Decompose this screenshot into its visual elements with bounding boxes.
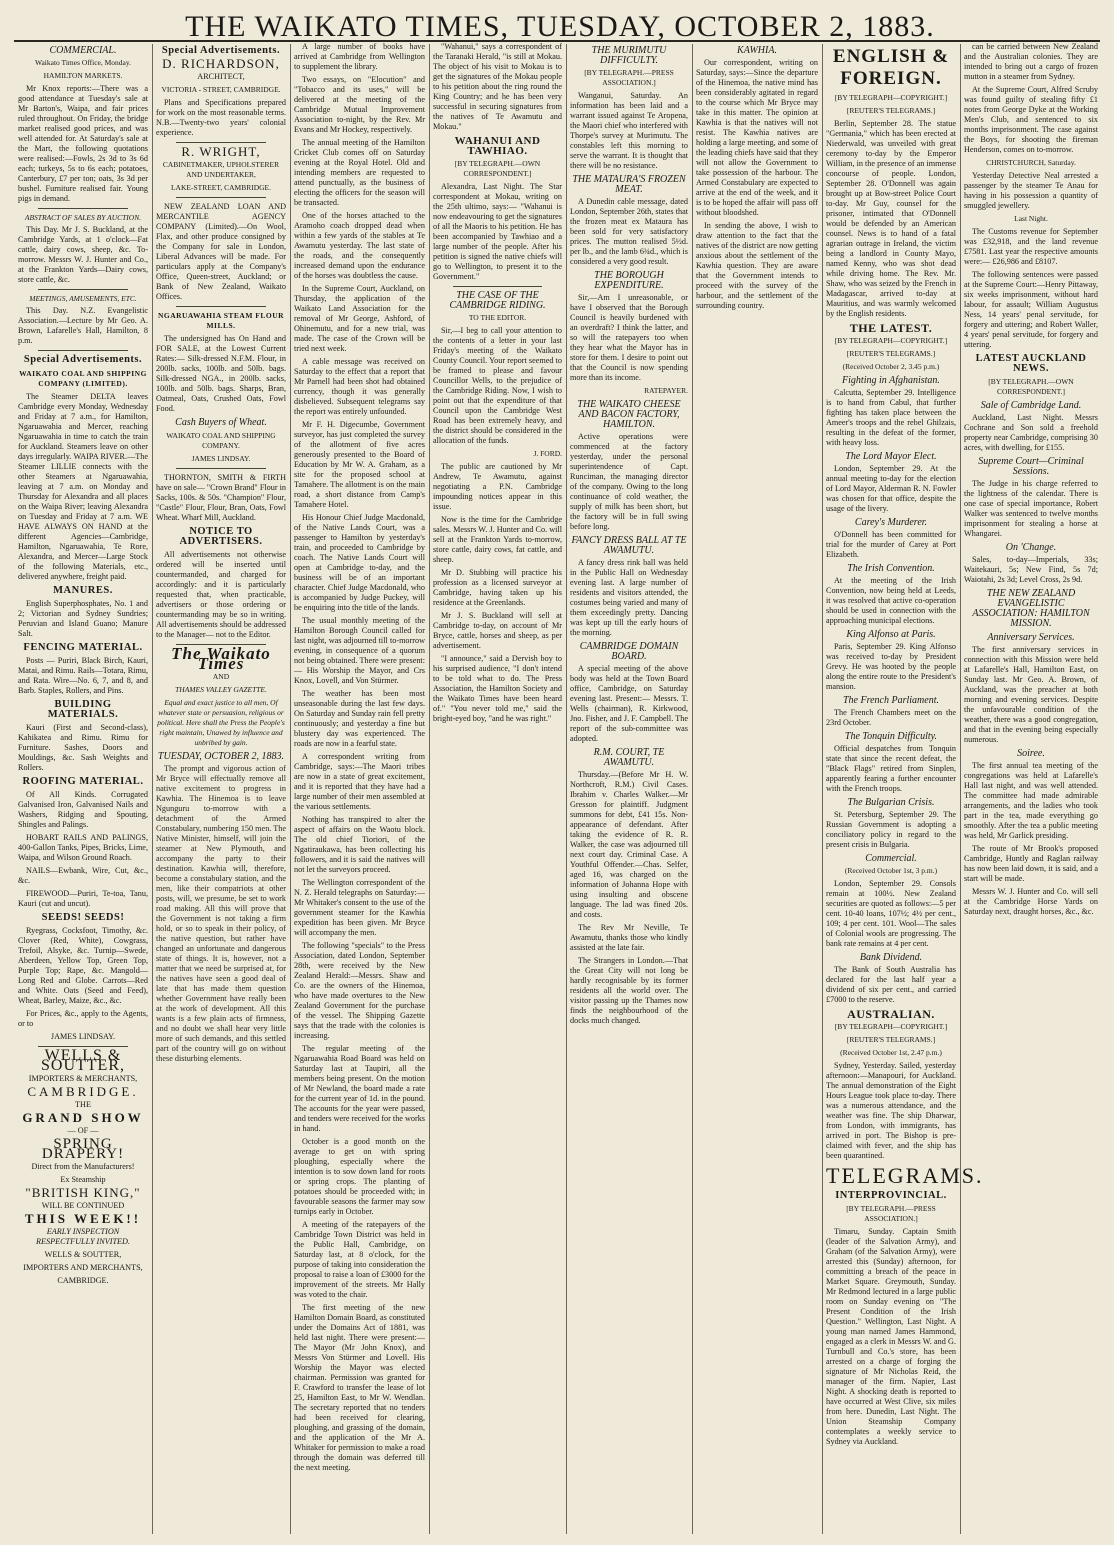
news-court: In the Supreme Court, Auckland, on Thursday, the application of the Waikato Land Association for the removal of Mr George, Ashford, of Ohinemutu, and for a new trial, was made. The case of the Crown will be tried next week. [294, 284, 425, 353]
borough-expenditure-heading: THE BOROUGH EXPENDITURE. [594, 270, 664, 291]
news-stubbing: Mr D. Stubbing will practice his profession as a licensed surveyor at Cambridge, having taken up his residence at the Greenlands. [433, 568, 562, 607]
nz-loan-text: NEW ZEALAND LOAN AND MERCANTILE AGENCY COMPANY (Limited).—On Wool, Flax, and other produce consigned by the Company for sale in London, Liberal Advances will be made. For particulars apply at the Company's Office, Queen-street, Auckland; or Bank of New Zealand, Waikato Offices. [156, 202, 286, 301]
fancy-dress-heading: FANCY DRESS BALL AT TE AWAMUTU. [571, 535, 687, 556]
of-label: — OF — [67, 1126, 99, 1135]
commercial-heading: COMMERCIAL. [49, 45, 117, 56]
soiree-heading: Soiree. [1017, 748, 1045, 759]
wahanui-body: Alexandra, Last Night. The Star correspondent at Mokau, writing on the 25th ultimo, says:— "Wahanui is now endeavouring to get the signatures of all the Maoris to his petition. He has been accompanied by Tawhiao and a large number of the people. After his petition is signed the native chiefs will go to Wellington, to present it to the Government." [433, 182, 562, 281]
divider [453, 286, 542, 287]
irish-text: At the meeting of the Irish Convention, now being held at Leeds, it was resolved that active co-operation should be used in connection with the approaching municipal elections. [826, 576, 956, 625]
notice-text: All advertisements not otherwise ordered will be inserted until countermanded, and charged for accordingly: and it is particularly requested that, when practicable, advertisers or those ordering or countermanding may be so in writing. All advertisements should be addressed to the Manager— not to the Editor. [156, 550, 286, 639]
dateline: TUESDAY, OCTOBER 2, 1883. [157, 751, 285, 762]
british-king: "BRITISH KING," [25, 1185, 141, 1200]
news-october: October is a good month on the average to get on with spring ploughing, especially where the intention is to sow down land for roots or spring crops. The planting of potatoes should be proceeded with; in favourable seasons the farmer may sow turnips early in October. [294, 1137, 425, 1216]
alfonso-text: Paris, September 29. King Alfonso was received to-day by President Grevy. He was hooted by the people along the entire route to the President's mansion. [826, 642, 956, 691]
soiree-text: The first annual tea meeting of the congregations was held at Lafarelle's Hall last night, and was well attended. The committee had made admirable arrangements, and the ladies who took part in the tea, made everything go smoothly. After the tea a public meeting was held, Mr Garlick presiding. [964, 761, 1098, 840]
spring-drapery: SPRING DRAPERY! [41, 1136, 125, 1162]
cambridge-footer: CAMBRIDGE. [57, 1276, 109, 1285]
last-night-dateline: Last Night. [1014, 214, 1048, 223]
divider [176, 468, 266, 469]
change-text: Sales, to-day—Imperials, 33s; Waitekauri, 5s; New Find, 5s 7d; Waiotahi, 2s 3d; Level Cross, 2s 9d. [964, 555, 1098, 584]
wright-name: R. WRIGHT, [181, 144, 261, 159]
manures-text: English Superphosphates, No. 1 and 2; Victorian and Sydney Sundries; Peruvian and Island Guano; Manure Salt. [18, 599, 148, 638]
coal-company-text: The Steamer DELTA leaves Cambridge every Monday, Wednesday and Friday at 7 a.m., for Hamilton, Ngaruawahia and Mercer, reaching Ngaruawahia in time to catch the train for Auckland. Steamers leave on other days irregularly. WAIPA RIVER.—The Steamer LILLIE connects with the other Steamers at Ngaruawahia, leaving at 7 a.m. on Monday and Thursday for Alexandra and all places on the Waipa River; leaving Alexandra on Tuesday and Friday at 7 a.m. WE HAVE ALWAYS ON HAND at the different Agencies—Cambridge, Hamilton, Ngaruawahia, Te Rore, Alexandra, and Mercer—Large Stock of the following Materials, etc., delivered anywhere, freight paid. [18, 392, 148, 581]
murimutu-telegraph: [BY TELEGRAPH.—PRESS ASSOCIATION.] [584, 68, 674, 87]
letter-signature: J. FORD. [533, 449, 562, 458]
fencing-text: Posts — Puriri, Black Birch, Kauri, Matai, and Rimu. Rails—Totara, Rimu, and Rata. Wire—No. 6, 7, and 8, and Barb. Staples, Rollers, and Pins. [18, 656, 148, 695]
news-books: A large number of books have arrived at Cambridge from Wellington to supplement the library. [294, 42, 425, 71]
coal-company-heading: WAIKATO COAL AND SHIPPING COMPANY (LIMITED). [19, 369, 147, 388]
cambridge-riding-letter: Sir,—I beg to call your attention to the contents of a letter in your last Friday's meeting of the Waikato County Council. Your report seemed to be framed to please and favour Councillor Wells, to the prejudice of the Cambridge Riding. Now, I wish to point out that the expenditure of that Council upon the Cambridge West Road has been extremely heavy, and the district should be considered in the allocation of the funds. [433, 326, 562, 445]
building-heading: BUILDING MATERIALS. [47, 699, 119, 720]
steam-mills-heading: NGARUAWAHIA STEAM FLOUR MILLS. [157, 311, 285, 330]
latest-telegraph: [BY TELEGRAPH—COPYRIGHT.] [834, 336, 948, 345]
latest-received: (Received October 2, 3.45 p.m.) [842, 362, 940, 371]
carey-text: O'Donnell has been committed for trial for the murder of Carey at Port Elizabeth. [826, 530, 956, 559]
anniversary-text: The first anniversary services in connection with this Mission were held at Lafarelle's Hall, Hamilton East, on Sunday last. Mr Geo. A. Brown, of Auckland, was the preacher at both morning and evening services. Despite the unfavourable condition of the weather, there was a good congregation, and that in the evening being especially numerous. [964, 645, 1098, 744]
thornton-text: THORNTON, SMITH & FIRTH have on sale— "Crown Brand" Flour in Sacks, 100s. & 50s. "Champion" Flour, "Castle" Flour, Flour, Bran, Oats, Fowl Wheat. Wharf Mill, Auckland. [156, 473, 286, 522]
to-editor: TO THE EDITOR. [468, 313, 527, 322]
mayor-text: London, September 29. At the annual meeting to-day for the election of Lord Mayor, Alderman R. N. Fowler was chosen for that office, despite the usage of the livery. [826, 464, 956, 513]
wells-soutter-title: WELLS & SOUTTER, [41, 1047, 125, 1074]
mataura-text: A Dunedin cable message, dated London, September 26th, states that the frozen meat ex Mataura has been sold for very satisfactory prices. The mutton realised 5½d. per lb., and the lamb 6¾d., which is considered a very good result. [570, 197, 688, 266]
telegrams-heading: TELEGRAMS. [826, 1163, 984, 1188]
notice-heading: NOTICE TO ADVERTISERS. [179, 526, 263, 547]
interprovincial-text: Timaru, Sunday. Captain Smith (leader of the Salvation Army), and Graham (of the Salvation Army), were arrested this (Sunday) afternoon, for committing a breach of the peace in Market Square. Greymouth, Sunday. Mr Redmond lectured in a large public room on Sunday evening on "The Present Condition of the Irish Question." Wellington, Last Night. A young man named James Hammond, engaged as a clerk in Messrs W. and G. Turnbull and Co.'s store, has been arrested on a charge of forging the signature of Mr Nicholas Reid, the manager of the firm. Napier, Last Night. A shocking death is reported to have occurred at West Clive, six miles from here. Dunedin, Last Night. The Union Steamship Company contemplates a weekly service to Sydney via Auckland. [826, 1227, 956, 1446]
news-cricket: The annual meeting of the Hamilton Cricket Club comes off on Saturday evening at the Royal Hotel. Old and intending members are requested to attend punctually, as the business of electing the officers for the season will be transacted. [294, 138, 425, 207]
interprovincial-heading: INTERPROVINCIAL. [835, 1190, 947, 1201]
column-rule [692, 44, 693, 1534]
paper-and: AND [212, 672, 230, 681]
mataura-heading: THE MATAURA'S FROZEN MEAT. [572, 174, 686, 195]
steam-mills-text: The undersigned has On Hand and FOR SALE, at the Lowest Current Rates:— Silk-dressed N.F.M. Flour, in 200lb. sacks, 100lb. and 50lb. bags. Silk-dressed NGA., in 200lb. sacks, 100lb. and 50lb. bags. Sharps, Bran, Oatmeal, Oats, Crushed Oats, Fowl Food. [156, 334, 286, 413]
wheat-heading: Cash Buyers of Wheat. [175, 417, 267, 428]
english-foreign-heading: ENGLISH & FOREIGN. [832, 46, 950, 89]
wahanui-heading: WAHANUI AND TAWHIAO. [454, 135, 541, 157]
australian-heading: AUSTRALIAN. [847, 1007, 935, 1021]
fancy-dress-text: A fancy dress rink ball was held in the Public Hall on Wednesday evening last. A large number of residents and visitors attended, the costumes being varied and many of them exceedingly pretty. Dancing was kept up till the early hours of the morning. [570, 558, 688, 637]
lindsay-name: JAMES LINDSAY. [50, 1032, 116, 1041]
news-correspondent: A correspondent writing from Cambridge, says:—The Maori tribes are now in a state of great excitement, and it is reported that they have had a large number of their men assembled at the various settlements. [294, 752, 425, 811]
building-text: Kauri (First and Second-class), Kahikatea and Rimu. Rimu for Furniture. Sashes, Doors and Mouldings, &c. Sash Weights and Rollers. [18, 723, 148, 772]
wells-sub: IMPORTERS & MERCHANTS, [28, 1074, 138, 1083]
fencing-heading: FENCING MATERIAL. [23, 642, 143, 653]
news-horses: One of the horses attached to the Aramoho coach dropped dead when within a few yards of the stables at Te Awamutu yesterday. The last state of the roads, and the consequently increased demand upon the endurance of the horses was doubtless the cause. [294, 211, 425, 280]
column-rule [566, 44, 567, 1534]
afghan-heading: Fighting in Afghanistan. [842, 375, 940, 386]
news-dervish: "I announce," said a Dervish boy to his surprised audience, "I don't intend to be told what to do. The Press Association, the Hamilton Society and the Waikato Times have been heard of." "You never told me," said the bright-eyed boy, "and he was right." [433, 654, 562, 723]
interprovincial-telegraph: [BY TELEGRAPH.—PRESS ASSOCIATION.] [846, 1204, 936, 1223]
meetings-text: This Day. N.Z. Evangelistic Association.—Lecture by Mr Geo. A. Brown, Lafarelle's Hall, Hamilton, 8 p.m. [18, 306, 148, 345]
column-4 [433, 42, 562, 1537]
ex-steamship: Ex Steamship [60, 1175, 106, 1184]
direct-text: Direct from the Manufacturers! [31, 1162, 135, 1171]
news-elocution: Two essays, on "Elocution" and "Tobacco and its uses," will be delivered at the meeting of the Cambridge Mutual Improvement Association to-night, by the Rev. Mr Evans and Mr Hockey, respectively. [294, 75, 425, 134]
nails-text: NAILS—Ewbank, Wire, Cut, &c., &c. [18, 866, 148, 885]
news-wahanui: "Wahanui," says a correspondent of the Taranaki Herald, "is still at Mokau. The object of his visit to Mokau is to get the signatures of the Mokau people to his petition about the ring round the King Country; and he has been very successful in securing signatures from the natives of Te Awamutu and Mokau." [433, 42, 562, 131]
domain-board-text: A special meeting of the above body was held at the Town Board office, Cambridge, on Saturday evening last. Present:— Messrs. T. Wells (chairman), R. Kirkwood, Jno. Fisher, and J. F. Campbell. The report of the sub-committee was adopted. [570, 664, 688, 743]
special-ads-heading: Special Advertisements. [161, 45, 281, 56]
divider [176, 142, 266, 143]
hobart-text: HOBART RAILS AND PALINGS, 400-Gallon Tanks, Pipes, Bricks, Lime, Waipa, and Wilson Ground Roach. [18, 833, 148, 862]
christchurch-text: Yesterday Detective Neal arrested a passenger by the steamer Te Anau for having in his possession a quantity of smuggled jewellery. [964, 171, 1098, 210]
news-ratepayers: A meeting of the ratepayers of the Cambridge Town District was held in the Public Hall, Cambridge, on Saturday last, at 8 o'clock, for the purpose of taking into consideration the proposal to raise a loan of £3000 for the improvement of the streets. Mr Hally was voted to the chair. [294, 1220, 425, 1299]
rm-court-text: Thursday.—(Before Mr H. W. Northcroft, R.M.) Civil Cases. Ibrahim v. Charles Walker.—Mr Gresson for plaintiff. Judgment summons for debt, £41 15s. Non-appearance of defendant. After taking the evidence of R. R. Walker, the case was adjourned till next court day. Criminal Case. A Youthful Offender.—Chas. Selfer, aged 16, was charged on the information of Johanna Hope with using insulting and obscene language. The lad was fined 20s. and costs. [570, 770, 688, 919]
news-buckland: Mr J. S. Buckland will sell at Cambridge to-day, on account of Mr Bryce, cattle, horses and sheep, as per advertisement. [433, 611, 562, 650]
divider [176, 306, 266, 307]
latest-auckland-heading: LATEST AUCKLAND NEWS. [975, 353, 1087, 374]
markets-report: Mr Knox reports:—There was a good attendance at Tuesday's sale at Mr Barton's, Waipa, and fair prices ruled throughout. On Friday, the bridge market realised good prices, and was well attended for. At Saturday's sale at the Mart, the following quotations were realised:—Fowls, 2s 3d to 3s 6d each; turkeys, 5s to 6s each; potatoes, Canterbury, £7 per ton; oats, 3s 3d per bushel. Furniture realised fair. Young pigs in demand. [18, 84, 148, 203]
early-inspection: EARLY INSPECTION RESPECTFULLY INVITED. [35, 1227, 130, 1246]
news-sale: Now is the time for the Cambridge sales. Messrs W. J. Hunter and Co. will sell at the Frankton Yards to-morrow, store cattle, dairy cows, fat cattle, and sheep. [433, 515, 562, 564]
kawhia-heading: KAWHIA. [737, 45, 777, 56]
afghan-text: Calcutta, September 29. Intelligence is to hand from Cabul, that further fighting has taken place between the Ameer's troops and the rebel Ghilzais, resulting in the defeat of the former, with heavy loss. [826, 388, 956, 447]
news-cable: A cable message was received on Saturday to the effect that a report that Mr Parnell had been shot had obtained currency, though it was generally disbelieved. Subsequent telegrams say the report was entirely unfounded. [294, 357, 425, 416]
cheese-factory-text: Active operations were commenced at the factory yesterday, under the personal superintendence of Capt. Runciman, the managing director of the company. Owing to the long continuance of cold weather, the supply of milk has been short, but the factory will be in full swing before long. [570, 432, 688, 531]
news-rev-neville: The Rev Mr Neville, Te Awamutu, thanks those who kindly assisted at the late fair. [570, 923, 688, 952]
bank-text: The Bank of South Australia has declared for the last half year a dividend of six per cent., and carried £7000 to the reserve. [826, 965, 956, 1004]
ratepayer-signature: RATEPAYER. [644, 386, 688, 395]
telegraph-copyright: [BY TELEGRAPH—COPYRIGHT.] [834, 93, 948, 102]
news-supreme-court: At the Supreme Court, Alfred Scruby was found guilty of stealing fifty £1 notes from George Dyke at the Working Men's Club, and sentenced to six months imprisonment. The case against the Boys, for shooting the fireman Henderson, comes on to-morrow. [964, 85, 1098, 154]
bulgarian-text: St. Petersburg, September 29. The Russian Government is adopting a conciliatory policy in regard to the present crisis in Bulgaria. [826, 810, 956, 849]
alfonso-heading: King Alfonso at Paris. [846, 629, 936, 640]
evangelistic-heading: THE NEW ZEALAND EVANGELISTIC ASSOCIATION: HAMILTON MISSION. [972, 588, 1090, 629]
rm-court-heading: R.M. COURT, TE AWAMUTU. [593, 747, 665, 768]
grand-show: GRAND SHOW [22, 1110, 144, 1125]
column-1 [18, 42, 148, 1537]
divider [38, 350, 128, 351]
seeds-heading: SEEDS! SEEDS! [41, 912, 125, 923]
kawhia-text-2: In sending the above, I wish to draw attention to the fact that the natives of the district are now getting anxious about the settlement of the Kawhia question. They are aware that the Government intends to proceed with the survey of the harbour, and the settlement of the surrounding country. [696, 221, 818, 310]
tonquin-heading: The Tonquin Difficulty. [844, 731, 938, 742]
news-public: The public are cautioned by Mr Andrew, Te Awamutu, against negotiating a P.N. Cambridge impounding notices appear in this issue. [433, 462, 562, 511]
news-specials: The following "specials" to the Press Association, dated London, September 28th, were received by the New Zealand Herald:—Messrs. Shaw and Co. are the owners of the Hinemoa, who have made overtures to the New Zealand Government for the purchase of the vessel. The Shipping Gazette says that the trade with the colonies is increasing. [294, 941, 425, 1040]
editorial-text: The prompt and vigorous action of Mr Bryce will effectually remove all native excitement to progress in Kawhia. The Hinemoa is to leave Ngunguru to-morrow with a detachment of the Armed Constabulary, numbering 150 men. The Native Minister, himself, will join the steamer at New Plymouth, and accompany the party to their destination. Kawhia will, therefore, become a constabulary station, and the men, like their compatriots at other posts, will, we presume, be set to work road making. All this will prove that the Government is not taking a firm hold, or so to speak in their policy, of the native question, but rather have changed an unfortunate and dangerous state of things. It is, however, not a matter that we need be surprised at, for the natives have seen a good deal of late that has made them question whether Government have really been at the work of development. All this wants is a few plain acts of firmness, and no doubt we shall hear very little more of such demands, and this settled part of the country will go on without these disturbing elements. [156, 764, 286, 1063]
richardson-name: D. RICHARDSON, [162, 56, 280, 71]
french-text: The French Chambers meet on the 23rd October. [826, 708, 956, 727]
murimutu-heading: THE MURIMUTU DIFFICULTY. [591, 45, 667, 66]
divider [38, 208, 128, 209]
column-rule [429, 44, 430, 1534]
column-3 [294, 42, 425, 1537]
victoria-street: VICTORIA - STREET, CAMBRIDGE. [161, 85, 281, 94]
bank-heading: Bank Dividend. [859, 952, 923, 963]
news-chief-judge: His Honour Chief Judge Macdonald, of the Native Lands Court, was a passenger to Hamilton by yesterday's train, and proceeded to Cambridge by coach. The Native Lands Court will open at Cambridge to-day, and the business will be of an important character. Chief Judge Macdonald, who is accompanied by Judge Puckey, will be enquiring into the title of the lands. [294, 513, 425, 612]
christchurch-dateline: CHRISTCHURCH, Saturday. [986, 158, 1076, 167]
kawhia-text: Our correspondent, writing on Saturday, says:—Since the departure of the Hinemoa, the native mind has been considerably agitated in regard to the course which Mr Bryce may take in this matter. The opinion at Kawhia is that the natives will not resist. The Kawhia natives are holding a large meeting, and some of the leading chiefs have said that they will not allow the Government to take possession of the harbour. The Armed Constabulary are expected to arrive at the end of the week, and it is to be hoped the affair will pass off without bloodshed. [696, 58, 818, 217]
cheese-factory-heading: THE WAIKATO CHEESE AND BACON FACTORY, HAMILTON. [577, 399, 681, 430]
news-strangers: The Strangers in London.—That the Great City will not long be hardly recognisable by its former residents all the world over. The visitor passing up the Thames now finds the neighbourhood of the docks much changed. [570, 956, 688, 1025]
mayor-heading: The Lord Mayor Elect. [845, 451, 937, 462]
route-text: The route of Mr Brook's proposed Cambridge, Huntly and Raglan railway has now been laid down, it is said, and a start will be made. [964, 844, 1098, 883]
irish-heading: The Irish Convention. [847, 563, 935, 574]
prices-text: For Prices, &c., apply to the Agents, or to [18, 1009, 148, 1028]
divider [38, 289, 128, 290]
land-sale-text: Auckland, Last Night. Messrs Cochrane and Son sold a freehold property near Cambridge, comprising 30 acres, with dwelling, for £155. [964, 413, 1098, 452]
latest-reuters: [REUTER'S TELEGRAMS.] [846, 349, 936, 358]
seeds-text: Ryegrass, Cocksfoot, Timothy, &c. Clover (Red, White), Cowgrass, Trefoil, Alsyke, &c. Turnip—Swede, Aberdeen, Yellow Top, Green Top, Purple Top; Rape, &c. Mangold—Long Red and Globe. Carrots—Red and White. Oats (Seed and Feed), Wheat, Barley, Maize, &c., &c. [18, 926, 148, 1005]
column-7 [826, 42, 984, 1537]
james-lindsay: JAMES LINDSAY. [191, 454, 251, 463]
domain-board-heading: CAMBRIDGE DOMAIN BOARD. [579, 641, 679, 662]
column-rule [822, 44, 823, 1534]
plans-text: Plans and Specifications prepared for work on the most reasonable terms. N.B.—Twenty-two years' colonial experience. [156, 98, 286, 137]
change-heading: On 'Change. [1005, 542, 1057, 553]
news-borough: The usual monthly meeting of the Hamilton Borough Council called for last night, was adjourned till to-morrow evening, in consequence of a quorum not being obtained. There were present:— His Worship the Mayor, and Crs Knox, Lovell, and Von Stürmer. [294, 616, 425, 685]
markets-heading: HAMILTON MARKETS. [43, 71, 123, 80]
divider [176, 197, 266, 198]
commercial-received: (Received October 1st, 3 p.m.) [844, 866, 938, 875]
reuters-label: [REUTER'S TELEGRAMS.] [846, 106, 936, 115]
commercial-text: London, September 29. Consols remain at 100½. New Zealand securities are quoted as follows:—5 per cent. 10-40 loans, 107½; 4½ per cent., 109; 4 per cent. 101. Wool—The sales of Colonial wools are progressing. The bank rate remains at 4 per cent. [826, 879, 956, 948]
firewood-text: FIREWOOD—Puriri, Te-toa, Tanu, Kauri (cut and uncut). [18, 889, 148, 908]
anniversary-heading: Anniversary Services. [987, 632, 1075, 643]
column-5 [570, 42, 688, 1537]
french-heading: The French Parliament. [842, 695, 939, 706]
australian-telegraph: [BY TELEGRAPH—COPYRIGHT.] [834, 1022, 948, 1031]
abstract-text: This Day. Mr J. S. Buckland, at the Cambridge Yards, at 1 o'clock—Fat cattle, dairy cows, sheep, &c. To-morrow. Messrs W. J. Hunter and Co., at the Frankton Yards—Dairy cows, store cattle, &c. [18, 225, 148, 284]
criminal-sessions-text: The Judge in his charge referred to the lightness of the calendar. There is one case of special importance, Robert Walker was sentenced to twelve months imprisonment for stealing a horse at Whangarei. [964, 479, 1098, 538]
manures-heading: MANURES. [53, 585, 113, 596]
the-label: THE [75, 1100, 91, 1109]
sentences-text: The following sentences were passed at the Supreme Court:—Henry Pittaway, six weeks imprisonment, without hard labour, for assault; William Augustus Ness, 14 years' penal servitude, for forgery and uttering; and Robert Waller, 4 years' penal servitude, for forgery and uttering. [964, 270, 1098, 349]
paper-subtitle: THAMES VALLEY GAZETTE. [175, 685, 267, 694]
cabinetmaker-label: CABINETMAKER, UPHOLSTERER AND UNDERTAKER, [162, 160, 280, 179]
roofing-heading: ROOFING MATERIAL. [22, 776, 144, 787]
this-week: THIS WEEK!! [24, 1211, 142, 1226]
column-8 [964, 42, 1098, 1537]
news-wellington: The Wellington correspondent of the N. Z. Herald telegraphs on Saturday:— Mr Whitaker's consent to the use of the government steamer for the Kawhia expedition has been given. Mr Bryce will accompany the men. [294, 878, 425, 937]
column-rule [290, 44, 291, 1534]
column-6 [696, 42, 818, 1537]
murimutu-text: Wanganui, Saturday. An information has been laid and a warrant issued against Te Aropena, the Maori chief who interfered with Thorpe's survey at Murimutu. The constables left this morning to serve the warrant. It is thought that there will be no resistance. [570, 91, 688, 170]
telegraph-label: [BY TELEGRAPH.—OWN CORRESPONDENT.] [454, 159, 541, 178]
news-weather: The weather has been most unseasonable during the last few days. On Saturday and Sunday rain fell pretty continuously; and yesterday a fine but blustery day was experienced. The roads are now in a fearful state. [294, 689, 425, 748]
news-survey: Mr F. H. Digecumbe, Government surveyor, has just completed the survey of the allotment of five acres generously presented to the Board of Education by Mr W. A. Graham, as a site for the proposed school at Tamahere. The allotment is on the main road, a short distance from Camp's Tamahere Hotel. [294, 420, 425, 509]
bulgarian-heading: The Bulgarian Crisis. [847, 797, 935, 808]
news-road-board: The regular meeting of the Ngaruawahia Road Board was held on Saturday last at Taupiri, all the members being present. On the motion of Mr Newland, the board made a rate for the current year of 1d. in the pound. The accounts for the year were passed, and tenders were received for the works in hand. [294, 1044, 425, 1133]
australian-reuters: [REUTER'S TELEGRAMS.] [846, 1035, 936, 1044]
land-sale-heading: Sale of Cambridge Land. [980, 400, 1082, 411]
column-2 [156, 42, 286, 1537]
news-domain: The first meeting of the new Hamilton Domain Board, as constituted under the Domains Act of 1881, was held last night. There were present:— The Mayor (Mr John Knox), and Messrs Von Stürmer and Lovell. His Worship the Mayor was elected chairman. Permission was granted for F. Crawford to transfer the lease of lot 25, Hamilton East, to Mr W. Wendlan. The secretary reported that no tenders had been received for clearing, ploughing, and grassing of the domain, and the application of the Mr A. Whitaker for permission to make a road through the domain was deferred till the next meeting. [294, 1303, 425, 1472]
cambridge-riding-heading: THE CASE OF THE CAMBRIDGE RIDING. [449, 290, 546, 311]
carey-heading: Carey's Murderer. [854, 517, 928, 528]
wells-place: CAMBRIDGE. [27, 1084, 139, 1099]
masthead: THE WAIKATO TIMES, TUESDAY, OCTOBER 2, 1883. [185, 10, 935, 43]
auckland-telegraph: [BY TELEGRAPH.—OWN CORRESPONDENT.] [988, 377, 1074, 396]
foreign-items: Berlin, September 28. The statue "Germania," which has been erected at Niederwald, was unveiled with great ceremony to-day by the Emperor William, in the presence of an immense concourse of people. London, September 28. O'Donnell was again brought up at Bow-street Police Court to-day. Mr Guy, counsel for the prisoner, intimated that O'Donnell would be defended by an American counsel. News is to hand of a fatal agrarian outrage in Ireland, the victim being a landlord in County Mayo, named Kenny, who was shot dead while driving home. The Rev. Mr. Shaw, who was seized by the French in Madagascar, arrived to-day at Mauritius, and was warmly welcomed by the English residents. [826, 119, 956, 318]
australian-received: (Received October 1st, 2.47 p.m.) [840, 1048, 942, 1057]
special-ads-heading: Special Advertisements. [23, 354, 143, 365]
news-waotu: Nothing has transpired to alter the aspect of affairs on the Waotu block. The old chief Tioriori, of the Ngatiraukawa, has been collecting his followers, and it is said the natives will not let the surveyors proceed. [294, 815, 425, 874]
commercial-heading: Commercial. [865, 853, 917, 864]
latest-heading: THE LATEST. [849, 321, 933, 335]
borough-expenditure-text: Sir,—Am I unreasonable, or have I observed that the Borough Council is heavily burdened with an overdraft? I think the latter, and so will the ratepayers too when they hear what the Mayor has in store for them. I desire to point out that the Council is now spending more than its income. [570, 293, 688, 382]
column-rule [960, 44, 961, 1534]
waikato-coal: WAIKATO COAL AND SHIPPING COMPANY. [166, 431, 276, 450]
importers-footer: IMPORTERS AND MERCHANTS, [23, 1263, 143, 1272]
hunter-text: Messrs W. J. Hunter and Co. will sell at the Cambridge Horse Yards on Saturday next, draught horses, &c., &c. [964, 887, 1098, 916]
criminal-sessions-heading: Supreme Court—Criminal Sessions. [978, 456, 1084, 477]
continued-text: WILL BE CONTINUED [41, 1201, 125, 1210]
motto: Equal and exact justice to all men, Of whatever state or persuasion, religious or political. Here shall the Press the People's right maintain, Unawed by influence and unbribed by gain. [157, 698, 285, 747]
tonquin-text: Official despatches from Tonquin state that since the recent defeat, the "Black Flags" retired from Sinplen, apparently fearing a further encounter with the French troops. [826, 744, 956, 793]
news-frozen-cargo: can be carried between New Zealand and the Australian colonies. They are intended to bring out a cargo of frozen mutton in a steamer from Sydney. [964, 42, 1098, 81]
australian-text: Sydney, Yesterday. Sailed, yesterday afternoon:—Manapouri, for Auckland. The annual demonstration of the Eight Hours League took place to-day. There was a numerous attendance, and the weather was fine. The ship Dharwar, from London, with immigrants, has arrived in port. The Bishop is pre-claimed with fever, and the ship has been quarantined. [826, 1061, 956, 1160]
paper-title: The Waikato Times [171, 644, 271, 673]
wells-footer: WELLS & SOUTTER, [44, 1250, 122, 1259]
column-rule [152, 44, 153, 1534]
meetings-heading: MEETINGS, AMUSEMENTS, ETC. [29, 294, 137, 303]
commercial-subheading: Waikato Times Office, Monday. [34, 58, 132, 67]
abstract-heading: ABSTRACT OF SALES BY AUCTION. [24, 213, 142, 222]
wright-place: LAKE-STREET, CAMBRIDGE. [170, 183, 272, 192]
customs-text: The Customs revenue for September was £32,918, and the land revenue £7581. Last year the respective amounts were:— £26,986 and £8107. [964, 227, 1098, 266]
roofing-text: Of All Kinds. Corrugated Galvanised Iron, Galvanised Nails and Washers, Ridging and Spouting, Shingles and Palings. [18, 790, 148, 829]
architect-label: ARCHITECT, [197, 72, 245, 81]
